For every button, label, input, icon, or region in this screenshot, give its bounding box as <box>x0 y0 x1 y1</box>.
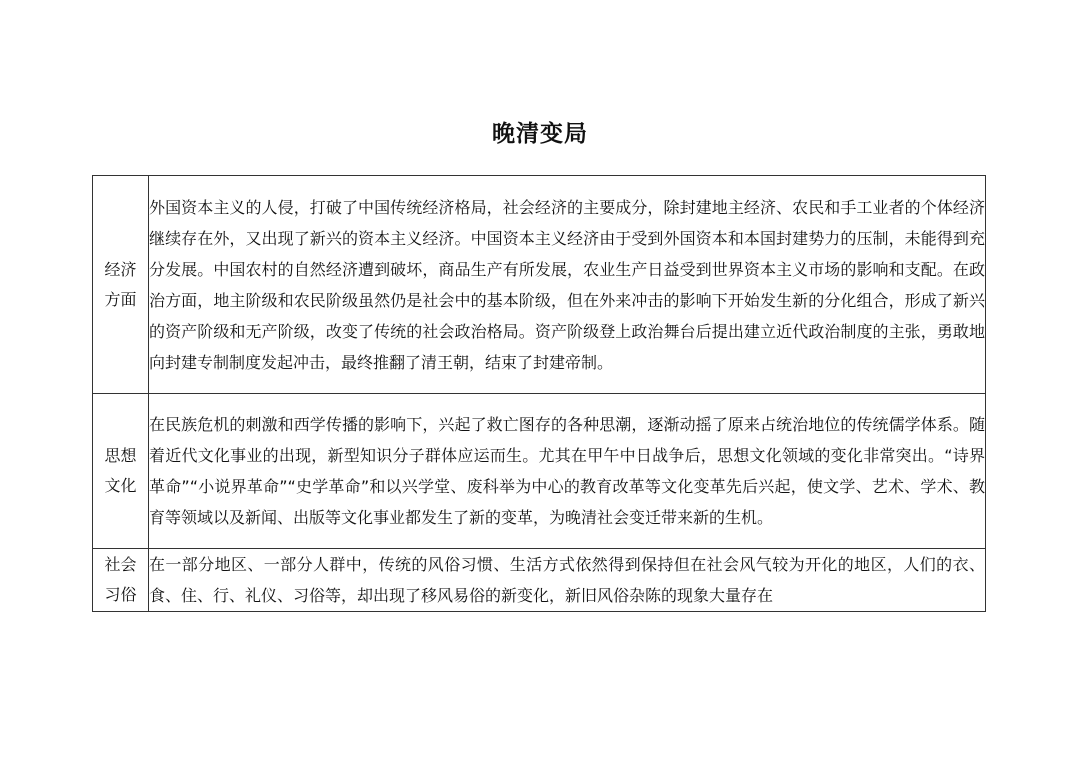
table-row <box>93 394 986 549</box>
row-content: 在一部分地区、一部分人群中，传统的风俗习惯、生活方式依然得到保持但在社会风气较为开化的地区，人们的衣、食、住、行、礼仪、习俗等，却出现了移风易俗的新变化，新旧风俗杂陈的现象大量存在 <box>149 549 986 612</box>
row-label-line: 方面 <box>104 289 137 309</box>
row-label-line: 文化 <box>104 476 137 495</box>
row-label-line: 思想 <box>104 446 137 465</box>
row-label <box>93 176 149 394</box>
row-label-line: 社会 <box>104 555 137 574</box>
row-label-line: 经济 <box>104 259 137 279</box>
summary-table <box>92 175 986 612</box>
table-row <box>93 549 986 612</box>
table-row <box>93 176 986 394</box>
page-title: 晚清变局 <box>492 120 588 147</box>
row-label-line: 习俗 <box>104 585 137 604</box>
row-content: 外国资本主义的人侵，打破了中国传统经济格局，社会经济的主要成分，除封建地主经济、农民和手工业者的个体经济继续存在外，又出现了新兴的资本主义经济。中国资本主义经济由于受到外国资本和本国封建势力的压制，未能得到充分发展。中国农村的自然经济遭到破坏，商品生产有所发展，农业生产日益受到世界资本主义市场的影响和支配。在政治方面，地主阶级和农民阶级虽然仍是社会中的基本阶级，但在外来冲击的影响下开始发生新的分化组合，形成了新兴的资产阶级和无产阶级，改变了传统的社会政治格局。资产阶级登上政治舞台后提出建立近代政治制度的主张，勇敢地向封建专制制度发起冲击，最终推翻了清王朝，结束了封建帝制。 <box>149 176 986 394</box>
row-content: 在民族危机的刺激和西学传播的影响下，兴起了救亡图存的各种思潮，逐渐动摇了原来占统治地位的传统儒学体系。随着近代文化事业的出现，新型知识分子群体应运而生。尤其在甲午中日战争后，思想文化领域的变化非常突出。“诗界革命”“小说界革命”“史学革命”和以兴学堂、废科举为中心的教育改革等文化变革先后兴起，使文学、艺术、学术、教育等领域以及新闻、出版等文化事业都发生了新的变革，为晚清社会变迁带来新的生机。 <box>149 394 986 549</box>
row-label <box>93 394 149 549</box>
row-label <box>93 549 149 612</box>
